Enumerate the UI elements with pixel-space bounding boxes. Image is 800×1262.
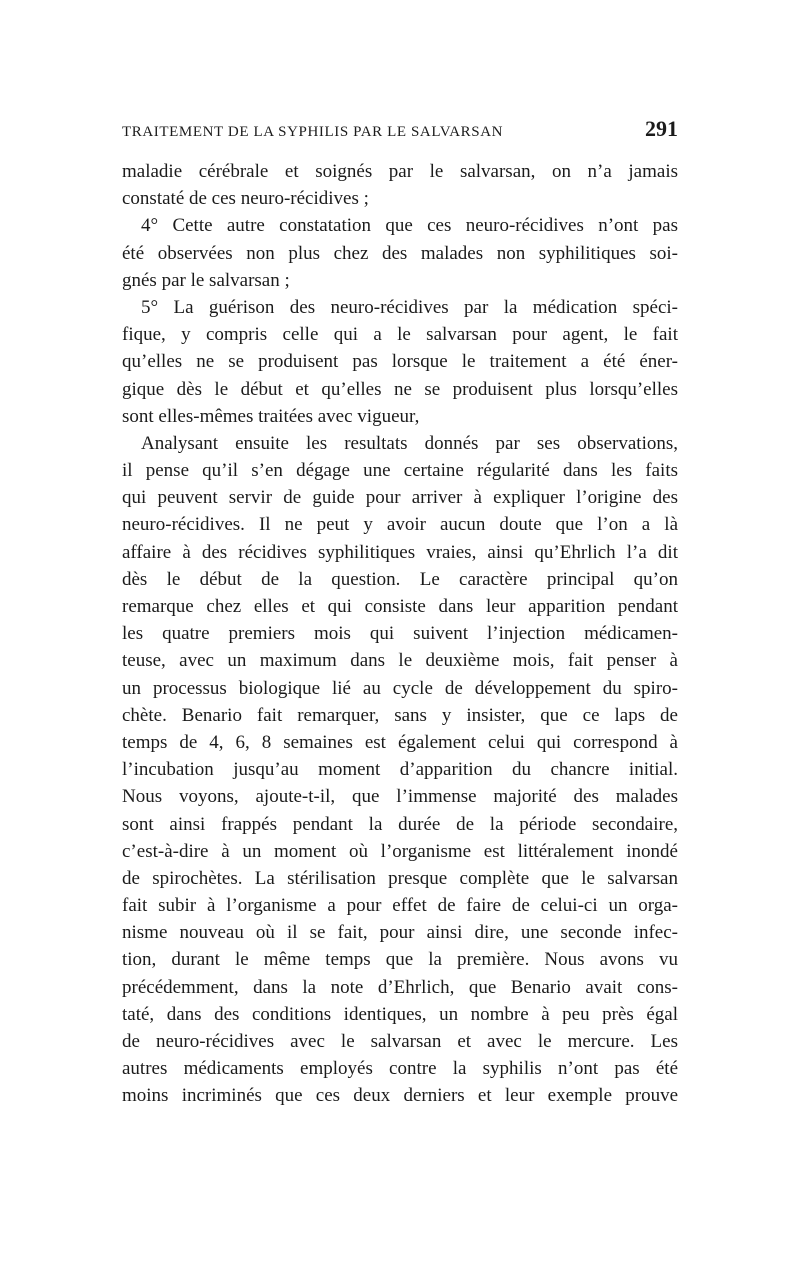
page-header bbox=[122, 116, 678, 150]
text-line: remarque chez elles et qui consiste dans leur apparition pendant bbox=[122, 596, 678, 617]
text-line: Analysant ensuite les resultats donnés par ses observations, bbox=[141, 432, 678, 454]
text-line: qui peuvent servir de guide pour arriver à expliquer l’origine des bbox=[122, 487, 678, 509]
text-line: affaire à des récidives syphilitiques vraies, ainsi qu’Ehrlich l’a dit bbox=[122, 541, 678, 563]
text-line: de spirochètes. La stérilisation presque complète que le salvarsan bbox=[122, 867, 678, 889]
text-line: précédemment, dans la note d’Ehrlich, que Benario avait cons- bbox=[122, 976, 678, 998]
text-line: les quatre premiers mois qui suivent l’injection médicamen- bbox=[122, 623, 678, 645]
text-line: été observées non plus chez des malades non syphilitiques soi- bbox=[122, 242, 678, 264]
text-line: il pense qu’il s’en dégage une certaine régularité dans les faits bbox=[122, 460, 678, 482]
text-line: de neuro-récidives avec le salvarsan et avec le mercure. Les bbox=[122, 1031, 678, 1052]
text-line: l’incubation jusqu’au moment d’apparition du chancre initial. bbox=[122, 759, 678, 781]
text-line: gique dès le début et qu’elles ne se produisent plus lorsqu’elles bbox=[122, 378, 678, 400]
text-line: dès le début de la question. Le caractère principal qu’on bbox=[122, 568, 678, 590]
text-line: neuro-récidives. Il ne peut y avoir aucun doute que l’on a là bbox=[122, 514, 678, 536]
running-title: TRAITEMENT DE LA SYPHILIS PAR LE SALVARSAN bbox=[122, 124, 504, 140]
text-line: sont elles-mêmes traitées avec vigueur, bbox=[122, 405, 420, 427]
body-text bbox=[122, 158, 678, 1110]
page-number: 291 bbox=[645, 116, 678, 141]
text-line: un processus biologique lié au cycle de développement du spiro- bbox=[122, 677, 678, 699]
text-line: teuse, avec un maximum dans le deuxième mois, fait penser à bbox=[122, 650, 678, 672]
text-line: maladie cérébrale et soignés par le salvarsan, on n’a jamais bbox=[122, 161, 678, 182]
text-line: chète. Benario fait remarquer, sans y insister, que ce laps de bbox=[122, 704, 678, 726]
text-line: gnés par le salvarsan ; bbox=[122, 269, 290, 291]
text-line: Nous voyons, ajoute-t-il, que l’immense majorité des malades bbox=[122, 786, 678, 808]
text-line: c’est-à-dire à un moment où l’organisme est littéralement inondé bbox=[122, 840, 678, 862]
text-line: tion, durant le même temps que la première. Nous avons vu bbox=[122, 949, 678, 971]
text-line: moins incriminés que ces deux derniers et leur exemple prouve bbox=[122, 1085, 678, 1107]
text-line: fique, y compris celle qui a le salvarsan pour agent, le fait bbox=[122, 324, 678, 346]
text-line: fait subir à l’organisme a pour effet de faire de celui-ci un orga- bbox=[122, 895, 678, 917]
text-line: sont ainsi frappés pendant la durée de la période secondaire, bbox=[122, 813, 678, 835]
text-line: qu’elles ne se produisent pas lorsque le traitement a été éner- bbox=[122, 351, 678, 373]
text-line: nisme nouveau où il se fait, pour ainsi dire, une seconde infec- bbox=[122, 922, 678, 944]
text-line: constaté de ces neuro-récidives ; bbox=[122, 188, 369, 210]
text-line: 4° Cette autre constatation que ces neuro-récidives n’ont pas bbox=[141, 215, 678, 237]
text-line: autres médicaments employés contre la syphilis n’ont pas été bbox=[122, 1058, 678, 1080]
text-line: taté, dans des conditions identiques, un nombre à peu près égal bbox=[122, 1003, 678, 1025]
text-line: temps de 4, 6, 8 semaines est également celui qui correspond à bbox=[122, 731, 678, 753]
text-line: 5° La guérison des neuro-récidives par la médication spéci- bbox=[141, 296, 678, 318]
